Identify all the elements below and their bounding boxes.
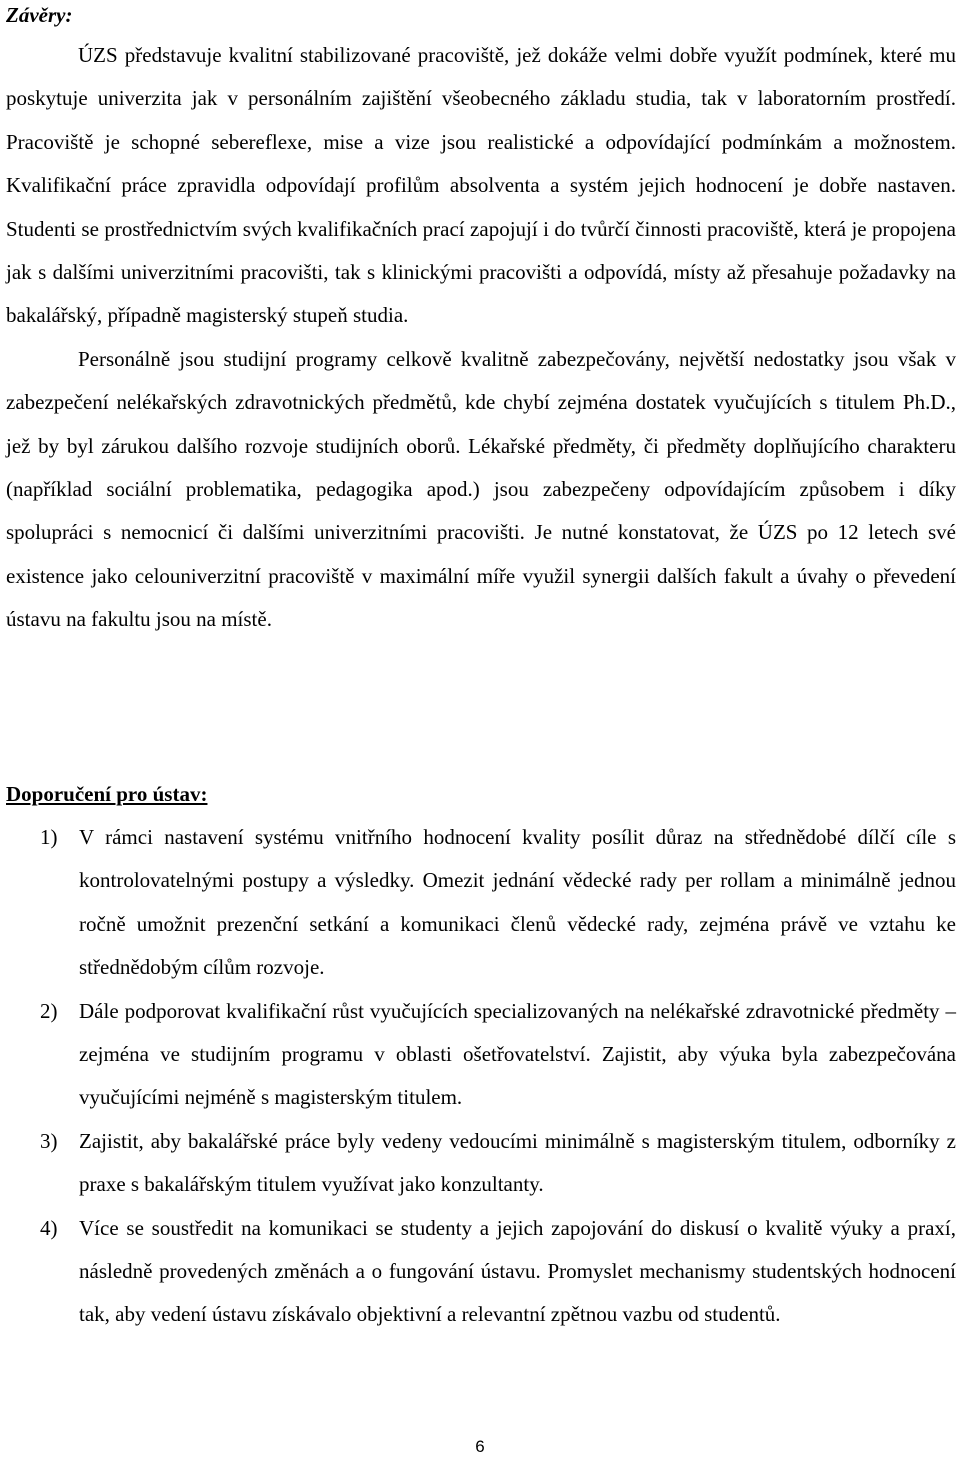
recommendation-item-4: [6, 1207, 956, 1337]
conclusions-paragraph-2: Personálně jsou studijní programy celkově kvalitně zabezpečovány, největší nedostatky jsou však v zabezpečení nelékařských zdravotnických předmětů, kde chybí zejména dostatek vyučujících s titulem Ph.D., jež by byl zárukou dalšího rozvoje studijních oborů. Lékařské předměty, či předměty doplňujícího charakteru (například sociální problematika, pedagogika apod.) jsou zabezpečeny odpovídajícím způsobem i díky spolupráci s nemocnicí či dalšími univerzitními pracovišti. Je nutné konstatovat, že ÚZS po 12 letech své existence jako celouniverzitní pracoviště v maximální míře využil synergii dalších fakult a úvahy o převedení ústavu na fakultu jsou na místě.: [6, 346, 956, 632]
recommendation-number: 1): [40, 825, 58, 849]
recommendation-number: 3): [40, 1128, 58, 1153]
page-number: 6: [475, 1437, 485, 1456]
recommendation-text: Zajistit, aby bakalářské práce byly vedeny vedoucími minimálně s magisterským titulem, odborníky z praxe s bakalářským titulem využívat jako konzultanty.: [79, 1128, 956, 1197]
conclusions-body: [6, 34, 956, 642]
recommendation-text: Dále podporovat kvalifikační růst vyučujících specializovaných na nelékařské zdravotnické předměty – zejména ve studijním programu v oblasti ošetřovatelství. Zajistit, aby výuka byla zabezpečována vyučujícími nejméně s magisterským titulem.: [79, 998, 956, 1110]
conclusions-paragraph-1: ÚZS představuje kvalitní stabilizované pracoviště, jež dokáže velmi dobře využít podmínek, které mu poskytuje univerzita jak v personálním zajištění všeobecného základu studia, tak v laboratorním prostředí. Pracoviště je schopné sebereflexe, mise a vize jsou realistické a odpovídající podmínkám a možnostem. Kvalifikační práce zpravidla odpovídají profilům absolventa a systém jejich hodnocení je dobře nastaven. Studenti se prostřednictvím svých kvalifikačních prací zapojují i do tvůrčí činnosti pracoviště, která je propojena jak s dalšími univerzitními pracovišti, tak s klinickými pracovišti a odpovídá, místy až přesahuje požadavky na bakalářský, případně magisterský stupeň studia.: [6, 43, 956, 328]
conclusions-heading: Závěry:: [6, 3, 73, 27]
recommendations-heading: Doporučení pro ústav:: [6, 782, 208, 806]
recommendation-number: 2): [40, 998, 58, 1023]
recommendation-item-3: [6, 1120, 956, 1207]
recommendation-number: 4): [40, 1215, 58, 1240]
recommendations-list: [6, 816, 956, 1337]
recommendation-item-1: [6, 816, 956, 990]
recommendation-text: V rámci nastavení systému vnitřního hodnocení kvality posílit důraz na střednědobé dílčí cíle s kontrolovatelnými postupy a výsledky. Omezit jednání vědecké rady per rollam a minimálně jednou ročně umožnit prezenční setkání a komunikaci členů vědecké rady, zejména právě ve vztahu ke střednědobým cílům rozvoje.: [79, 825, 956, 980]
recommendation-item-2: [6, 990, 956, 1120]
recommendation-text: Více se soustředit na komunikaci se studenty a jejich zapojování do diskusí o kvalitě výuky a praxí, následně provedených změnách a o fungování ústavu. Promyslet mechanismy studentských hodnocení tak, aby vedení ústavu získávalo objektivní a relevantní zpětnou vazbu od studentů.: [79, 1215, 956, 1327]
